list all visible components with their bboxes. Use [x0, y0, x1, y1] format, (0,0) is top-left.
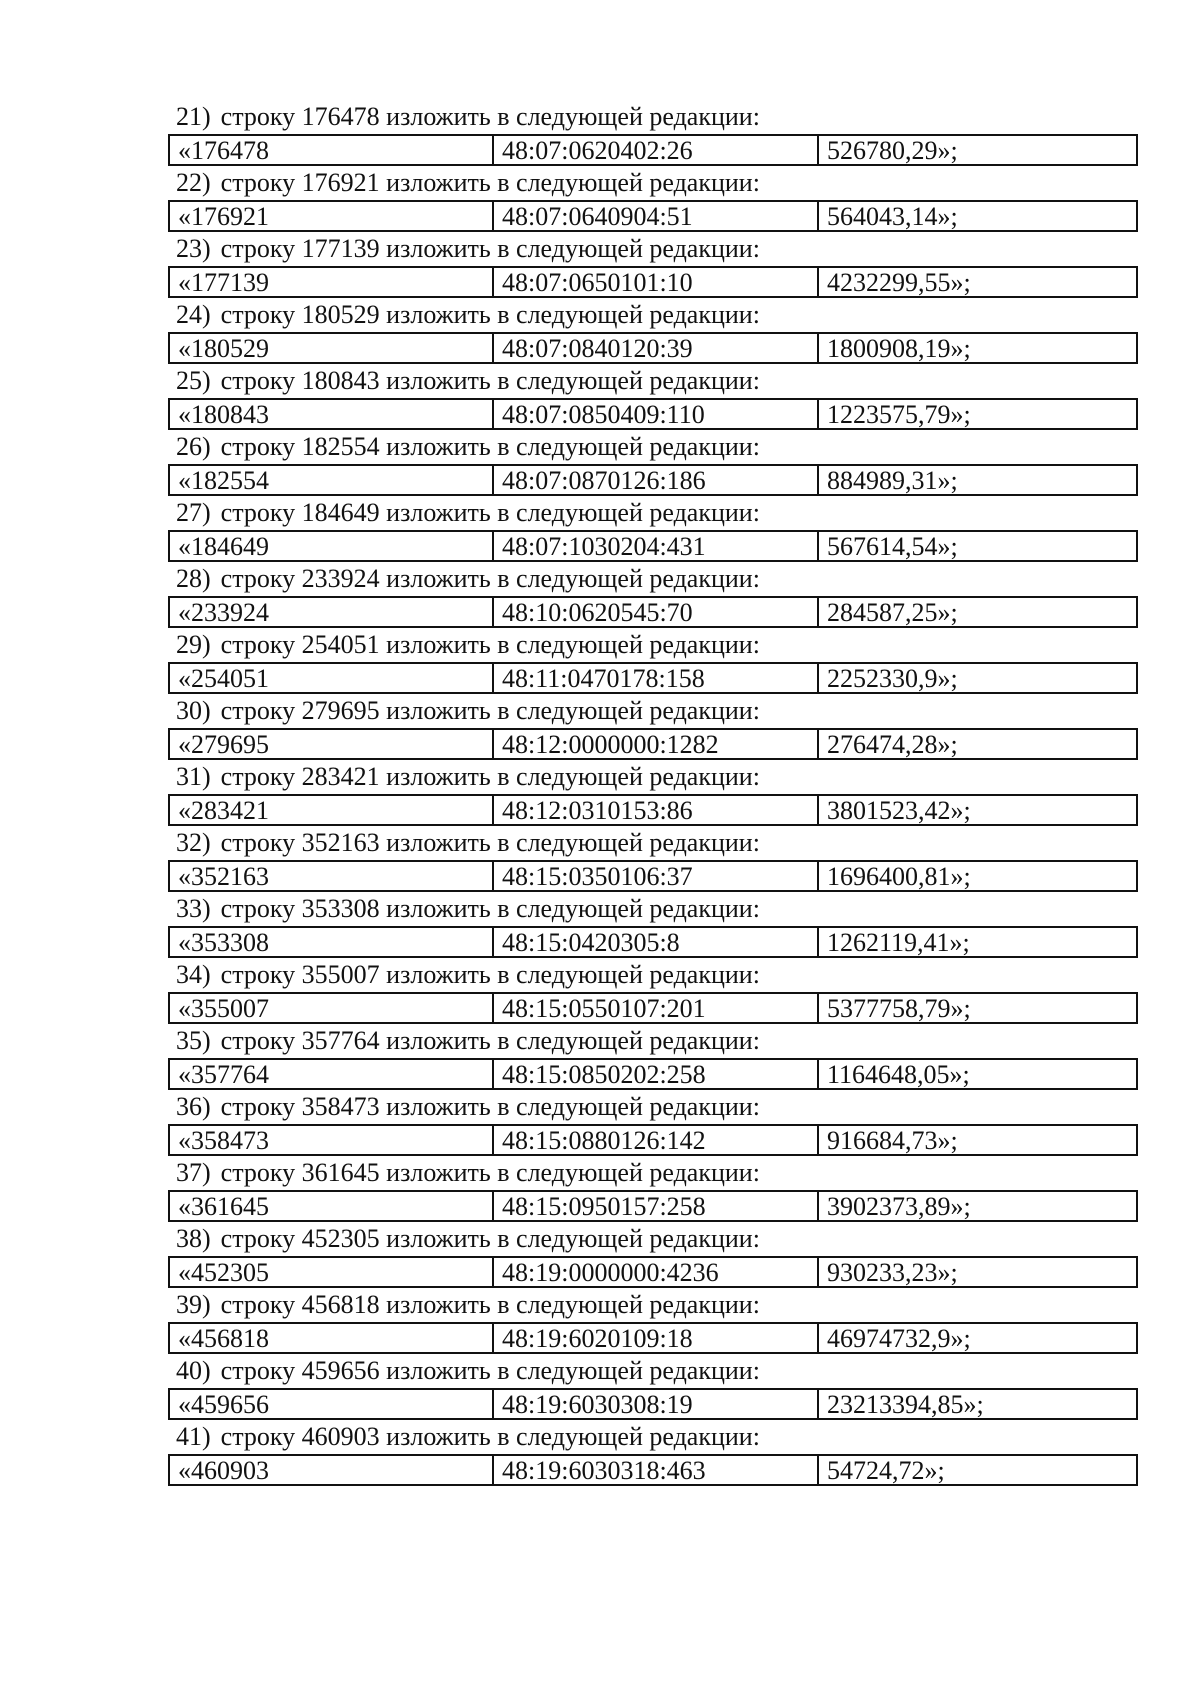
row-id-cell: «283421: [170, 796, 494, 824]
instruction-text: строку 460903 изложить в следующей редакции:: [220, 1422, 760, 1451]
amendment-instruction: [168, 232, 1138, 266]
table-row: [168, 1388, 1138, 1420]
table-row: [168, 662, 1138, 694]
item-number: 25): [176, 366, 211, 395]
amendment-entry: [168, 1420, 1138, 1486]
row-id-cell: «176478: [170, 136, 494, 164]
row-id-cell: «355007: [170, 994, 494, 1022]
instruction-text: строку 357764 изложить в следующей редакции:: [220, 1026, 760, 1055]
item-number: 31): [176, 762, 211, 791]
instruction-text: строку 459656 изложить в следующей редакции:: [220, 1356, 760, 1385]
value-cell: 2252330,9»;: [827, 664, 958, 692]
item-number: 36): [176, 1092, 211, 1121]
cadastral-number-cell: 48:15:0550107:201: [494, 994, 819, 1022]
amendment-instruction: [168, 760, 1138, 794]
row-id-cell: «177139: [170, 268, 494, 296]
table-row: [168, 926, 1138, 958]
table-row: [168, 464, 1138, 496]
amendment-instruction: [168, 892, 1138, 926]
table-row: [168, 992, 1138, 1024]
item-number: 35): [176, 1026, 211, 1055]
row-id-cell: «254051: [170, 664, 494, 692]
cadastral-number-cell: 48:19:6030308:19: [494, 1390, 819, 1418]
row-id-cell: «460903: [170, 1456, 494, 1484]
item-number: 24): [176, 300, 211, 329]
row-id-cell: «459656: [170, 1390, 494, 1418]
row-id-cell: «184649: [170, 532, 494, 560]
instruction-text: строку 456818 изложить в следующей редакции:: [220, 1290, 760, 1319]
amendment-entry: [168, 1354, 1138, 1420]
table-row: [168, 794, 1138, 826]
item-number: 37): [176, 1158, 211, 1187]
item-number: 39): [176, 1290, 211, 1319]
cadastral-number-cell: 48:15:0850202:258: [494, 1060, 819, 1088]
row-id-cell: «233924: [170, 598, 494, 626]
amendment-instruction: [168, 628, 1138, 662]
amendment-instruction: [168, 1354, 1138, 1388]
amendment-instruction: [168, 298, 1138, 332]
value-cell: 1800908,19»;: [827, 334, 971, 362]
item-number: 33): [176, 894, 211, 923]
amendment-instruction: [168, 562, 1138, 596]
cadastral-number-cell: 48:19:6030318:463: [494, 1456, 819, 1484]
value-cell: 567614,54»;: [827, 532, 958, 560]
value-cell: 3801523,42»;: [827, 796, 971, 824]
cadastral-number-cell: 48:07:0850409:110: [494, 400, 819, 428]
item-number: 28): [176, 564, 211, 593]
document-page: [168, 100, 1138, 1486]
row-id-cell: «182554: [170, 466, 494, 494]
table-row: [168, 596, 1138, 628]
value-cell: 930233,23»;: [827, 1258, 958, 1286]
cadastral-number-cell: 48:19:0000000:4236: [494, 1258, 819, 1286]
instruction-text: строку 355007 изложить в следующей редакции:: [220, 960, 760, 989]
cadastral-number-cell: 48:12:0310153:86: [494, 796, 819, 824]
item-number: 21): [176, 102, 211, 131]
item-number: 22): [176, 168, 211, 197]
table-row: [168, 728, 1138, 760]
value-cell: 1164648,05»;: [827, 1060, 970, 1088]
amendment-entry: [168, 496, 1138, 562]
value-cell: 276474,28»;: [827, 730, 958, 758]
amendment-instruction: [168, 958, 1138, 992]
amendment-entry: [168, 1156, 1138, 1222]
cadastral-number-cell: 48:07:0870126:186: [494, 466, 819, 494]
cadastral-number-cell: 48:07:0620402:26: [494, 136, 819, 164]
amendment-instruction: [168, 100, 1138, 134]
table-row: [168, 1322, 1138, 1354]
cadastral-number-cell: 48:15:0350106:37: [494, 862, 819, 890]
amendment-entry: [168, 1222, 1138, 1288]
item-number: 41): [176, 1422, 211, 1451]
table-row: [168, 1124, 1138, 1156]
instruction-text: строку 180529 изложить в следующей редакции:: [220, 300, 760, 329]
instruction-text: строку 184649 изложить в следующей редакции:: [220, 498, 760, 527]
item-number: 40): [176, 1356, 211, 1385]
instruction-text: строку 177139 изложить в следующей редакции:: [220, 234, 760, 263]
table-row: [168, 1256, 1138, 1288]
instruction-text: строку 352163 изложить в следующей редакции:: [220, 828, 760, 857]
cadastral-number-cell: 48:15:0950157:258: [494, 1192, 819, 1220]
item-number: 32): [176, 828, 211, 857]
value-cell: 1262119,41»;: [827, 928, 970, 956]
value-cell: 526780,29»;: [827, 136, 958, 164]
amendment-entry: [168, 628, 1138, 694]
amendment-entry: [168, 760, 1138, 826]
value-cell: 1696400,81»;: [827, 862, 971, 890]
instruction-text: строку 279695 изложить в следующей редакции:: [220, 696, 760, 725]
value-cell: 23213394,85»;: [827, 1390, 984, 1418]
amendment-instruction: [168, 166, 1138, 200]
amendment-entry: [168, 430, 1138, 496]
amendment-entry: [168, 694, 1138, 760]
value-cell: 5377758,79»;: [827, 994, 971, 1022]
table-row: [168, 266, 1138, 298]
amendment-instruction: [168, 430, 1138, 464]
value-cell: 1223575,79»;: [827, 400, 971, 428]
amendment-entry: [168, 892, 1138, 958]
instruction-text: строку 176478 изложить в следующей редакции:: [220, 102, 760, 131]
instruction-text: строку 176921 изложить в следующей редакции:: [220, 168, 760, 197]
table-row: [168, 332, 1138, 364]
instruction-text: строку 452305 изложить в следующей редакции:: [220, 1224, 760, 1253]
row-id-cell: «358473: [170, 1126, 494, 1154]
row-id-cell: «361645: [170, 1192, 494, 1220]
item-number: 38): [176, 1224, 211, 1253]
instruction-text: строку 182554 изложить в следующей редакции:: [220, 432, 760, 461]
cadastral-number-cell: 48:15:0880126:142: [494, 1126, 819, 1154]
amendment-entry: [168, 826, 1138, 892]
cadastral-number-cell: 48:07:1030204:431: [494, 532, 819, 560]
row-id-cell: «352163: [170, 862, 494, 890]
item-number: 23): [176, 234, 211, 263]
amendment-entry: [168, 1024, 1138, 1090]
instruction-text: строку 254051 изложить в следующей редакции:: [220, 630, 760, 659]
amendment-entry: [168, 1090, 1138, 1156]
amendment-entry: [168, 364, 1138, 430]
table-row: [168, 1190, 1138, 1222]
amendment-entry: [168, 1288, 1138, 1354]
item-number: 29): [176, 630, 211, 659]
amendment-entry: [168, 562, 1138, 628]
instruction-text: строку 358473 изложить в следующей редакции:: [220, 1092, 760, 1121]
amendment-entry: [168, 166, 1138, 232]
amendment-entry: [168, 298, 1138, 364]
instruction-text: строку 353308 изложить в следующей редакции:: [220, 894, 760, 923]
row-id-cell: «180843: [170, 400, 494, 428]
cadastral-number-cell: 48:15:0420305:8: [494, 928, 819, 956]
table-row: [168, 200, 1138, 232]
amendment-instruction: [168, 1288, 1138, 1322]
value-cell: 3902373,89»;: [827, 1192, 971, 1220]
table-row: [168, 134, 1138, 166]
cadastral-number-cell: 48:07:0840120:39: [494, 334, 819, 362]
value-cell: 284587,25»;: [827, 598, 958, 626]
cadastral-number-cell: 48:11:0470178:158: [494, 664, 819, 692]
table-row: [168, 860, 1138, 892]
cadastral-number-cell: 48:19:6020109:18: [494, 1324, 819, 1352]
value-cell: 884989,31»;: [827, 466, 958, 494]
table-row: [168, 1058, 1138, 1090]
amendment-entry: [168, 100, 1138, 166]
amendment-instruction: [168, 364, 1138, 398]
row-id-cell: «452305: [170, 1258, 494, 1286]
instruction-text: строку 361645 изложить в следующей редакции:: [220, 1158, 760, 1187]
row-id-cell: «456818: [170, 1324, 494, 1352]
row-id-cell: «180529: [170, 334, 494, 362]
table-row: [168, 398, 1138, 430]
item-number: 26): [176, 432, 211, 461]
amendment-instruction: [168, 496, 1138, 530]
item-number: 34): [176, 960, 211, 989]
amendment-instruction: [168, 694, 1138, 728]
table-row: [168, 530, 1138, 562]
row-id-cell: «353308: [170, 928, 494, 956]
cadastral-number-cell: 48:12:0000000:1282: [494, 730, 819, 758]
instruction-text: строку 180843 изложить в следующей редакции:: [220, 366, 760, 395]
table-row: [168, 1454, 1138, 1486]
row-id-cell: «279695: [170, 730, 494, 758]
value-cell: 46974732,9»;: [827, 1324, 971, 1352]
amendment-instruction: [168, 1024, 1138, 1058]
item-number: 30): [176, 696, 211, 725]
row-id-cell: «357764: [170, 1060, 494, 1088]
amendment-entry: [168, 958, 1138, 1024]
amendment-entry: [168, 232, 1138, 298]
cadastral-number-cell: 48:10:0620545:70: [494, 598, 819, 626]
amendment-instruction: [168, 1420, 1138, 1454]
value-cell: 4232299,55»;: [827, 268, 971, 296]
amendment-instruction: [168, 826, 1138, 860]
amendment-instruction: [168, 1090, 1138, 1124]
instruction-text: строку 283421 изложить в следующей редакции:: [220, 762, 760, 791]
value-cell: 916684,73»;: [827, 1126, 958, 1154]
row-id-cell: «176921: [170, 202, 494, 230]
cadastral-number-cell: 48:07:0640904:51: [494, 202, 819, 230]
amendment-instruction: [168, 1156, 1138, 1190]
value-cell: 54724,72»;: [827, 1456, 945, 1484]
instruction-text: строку 233924 изложить в следующей редакции:: [220, 564, 760, 593]
item-number: 27): [176, 498, 211, 527]
amendment-instruction: [168, 1222, 1138, 1256]
cadastral-number-cell: 48:07:0650101:10: [494, 268, 819, 296]
value-cell: 564043,14»;: [827, 202, 958, 230]
